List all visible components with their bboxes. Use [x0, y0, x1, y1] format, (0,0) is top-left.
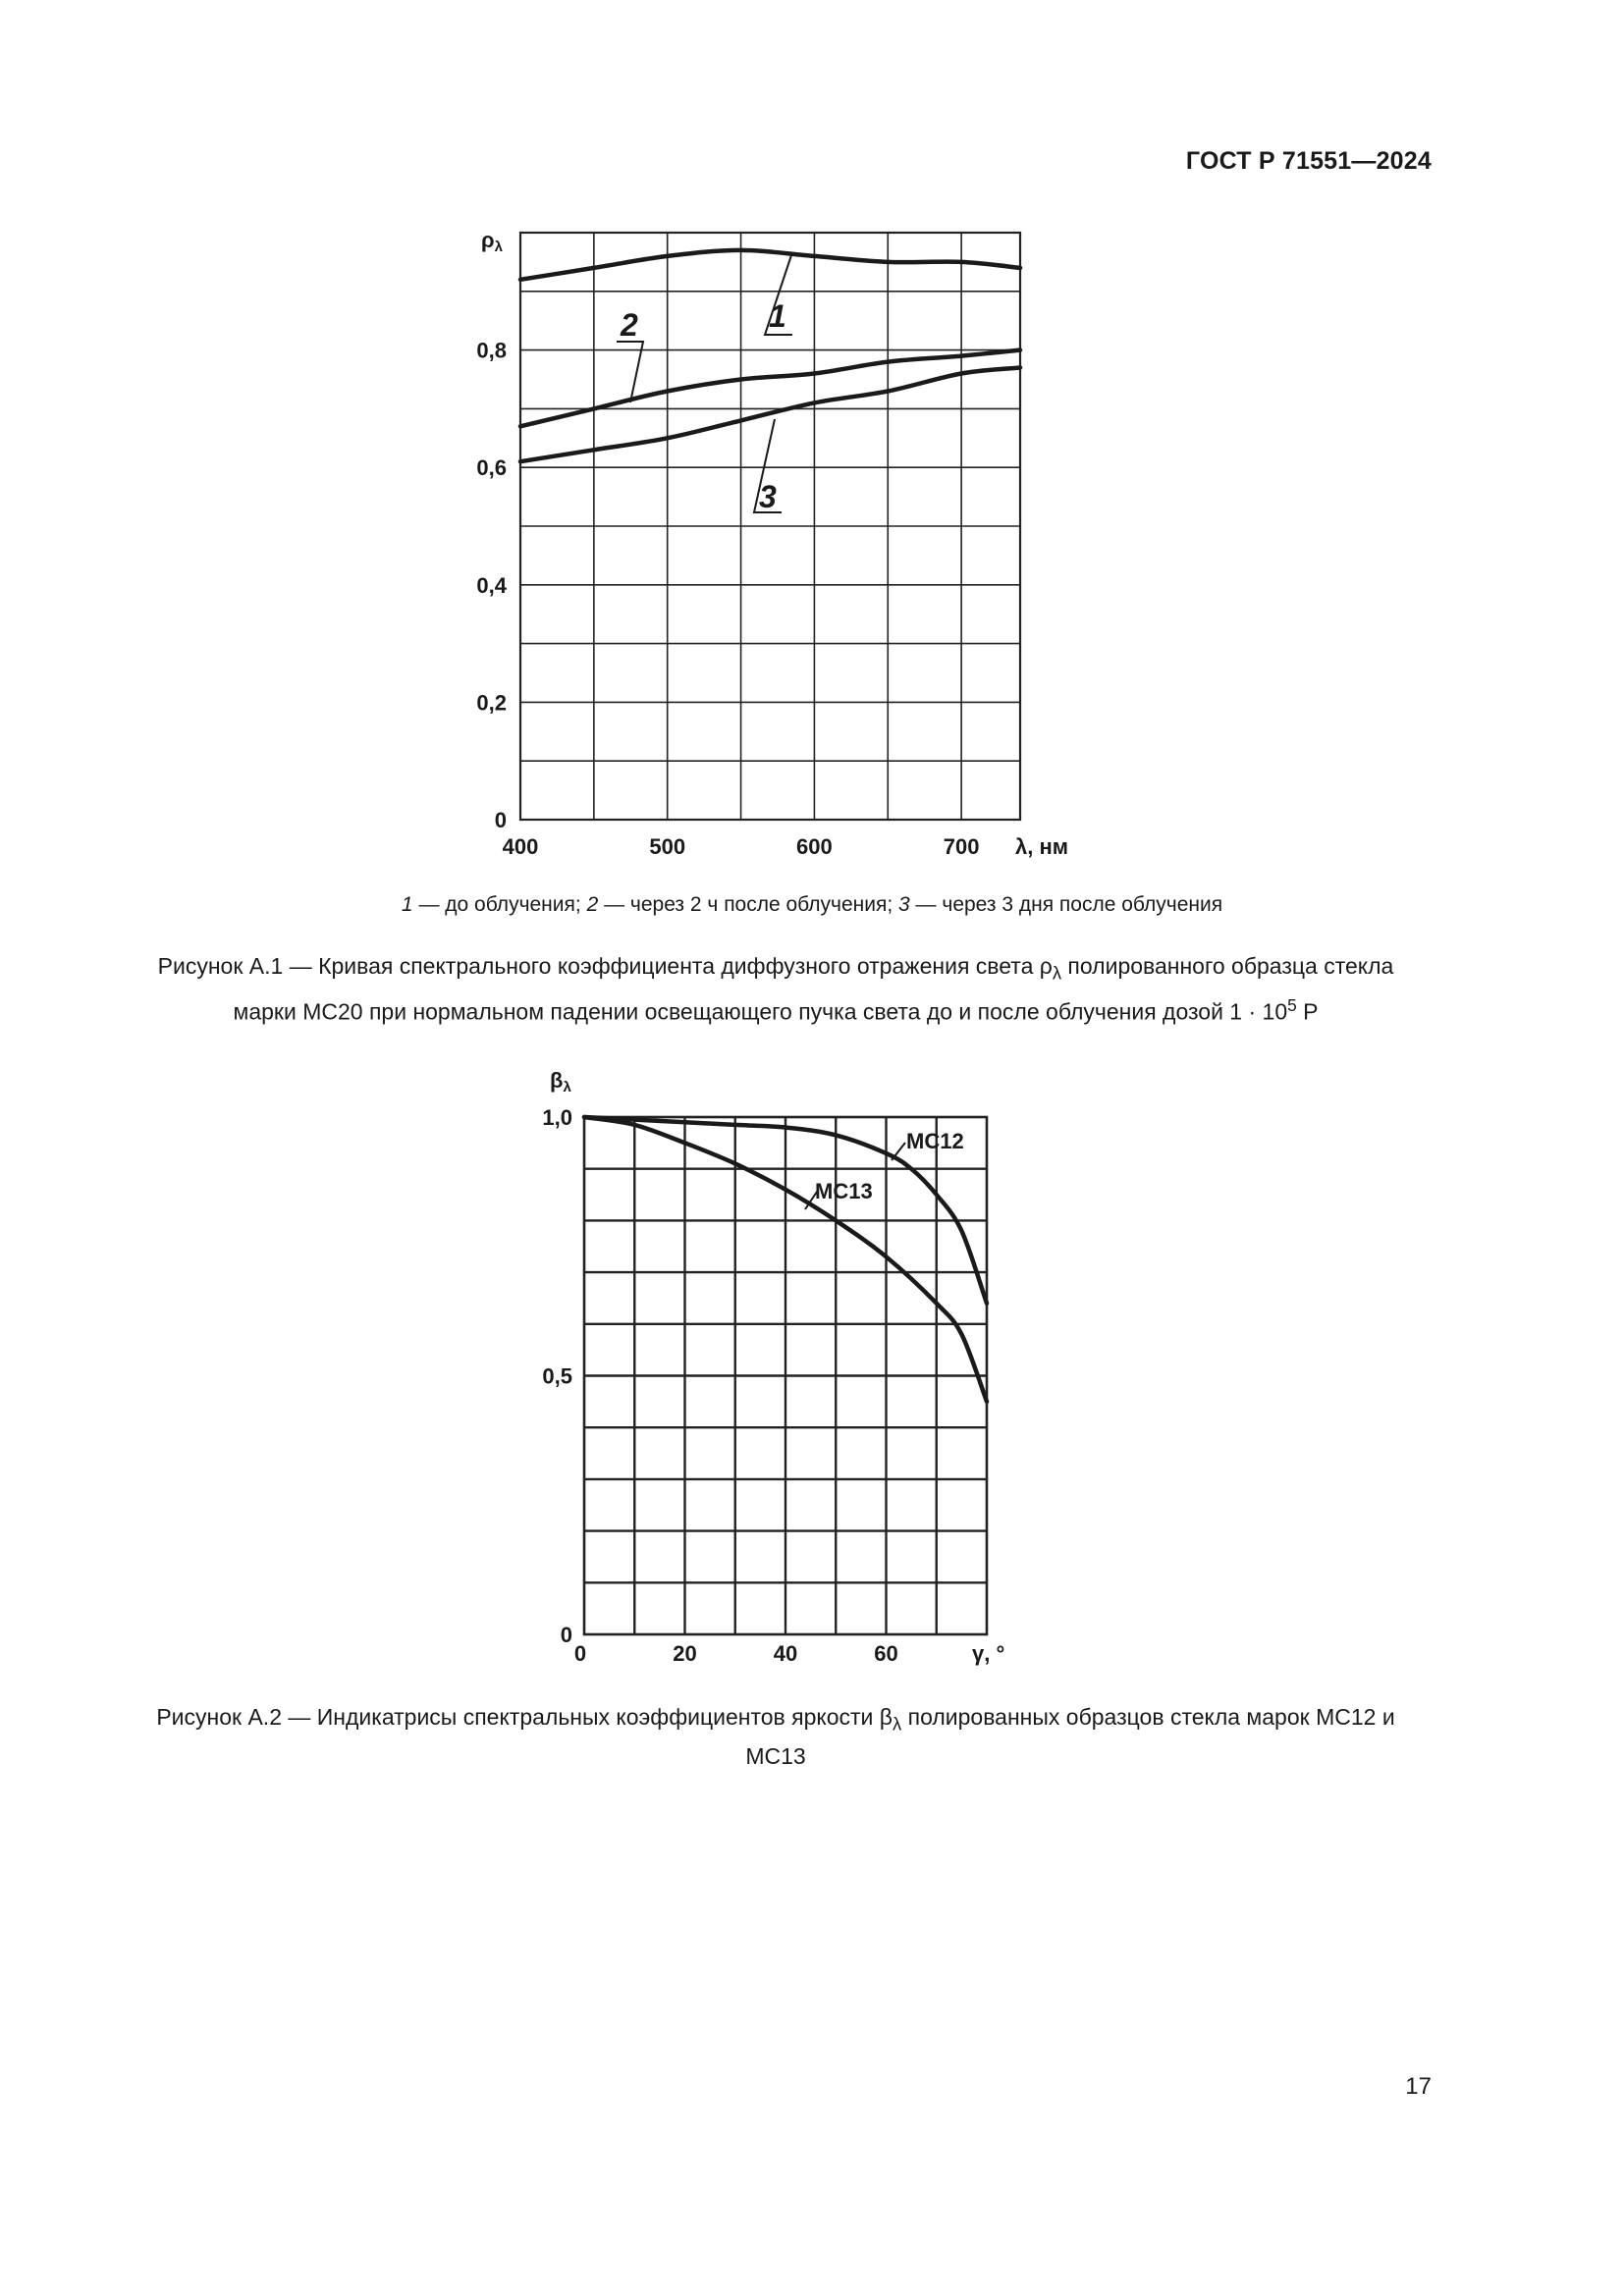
legend-num-3: 3: [898, 893, 910, 916]
y-axis-label: βλ: [550, 1068, 571, 1095]
y-tick-label: 0: [494, 808, 507, 832]
document-header: ГОСТ Р 71551—2024: [1185, 147, 1432, 175]
caption1-part3: Р: [1296, 998, 1319, 1025]
legend-text-2: — через 2 ч после облучения;: [598, 893, 899, 916]
x-tick-label: 20: [673, 1641, 697, 1666]
figure1-legend: [0, 893, 1624, 917]
figure1-caption: [128, 950, 1424, 1028]
y-tick-label: 0,5: [542, 1363, 572, 1389]
y-tick-label: 1,0: [542, 1105, 572, 1130]
caption1-sup: 5: [1287, 994, 1297, 1015]
legend-num-2: 2: [586, 893, 599, 916]
spectral-reflectance-chart: [476, 228, 1068, 859]
y-tick-label: 0: [560, 1623, 572, 1647]
curve-label-mc12: МС12: [906, 1129, 964, 1153]
x-tick-label: 700: [943, 834, 980, 859]
curve-1: [520, 250, 1020, 280]
curve-label-1: 1: [769, 298, 786, 334]
figure2-caption: [128, 1701, 1424, 1773]
y-tick-label: 0,4: [476, 572, 507, 598]
curve-3: [520, 368, 1020, 462]
caption1-part2: полированного образца стекла марки МС20 при нормальном падении освещающего пучка света до и после облучения дозой 1 · 10: [233, 953, 1394, 1025]
x-tick-label: 400: [502, 834, 539, 859]
y-axis-label: ρλ: [481, 228, 503, 255]
caption2-part1: Рисунок А.2 — Индикатрисы спектральных коэффициентов яркости β: [156, 1704, 893, 1730]
caption1-sub: λ: [1052, 962, 1062, 984]
y-tick-label: 0,2: [476, 690, 507, 716]
curve-label-3: 3: [759, 479, 777, 514]
x-axis-label: γ, °: [972, 1641, 1005, 1666]
page-number: 17: [1405, 2073, 1432, 2100]
y-tick-label: 0,6: [476, 455, 507, 481]
legend-text-3: — через 3 дня после облучения: [909, 893, 1223, 916]
x-tick-label: 600: [796, 834, 833, 859]
x-axis-label: λ, нм: [1015, 834, 1069, 859]
curve-label-mc13: МС13: [815, 1179, 873, 1203]
x-tick-label: 40: [773, 1641, 798, 1666]
x-tick-label: 500: [649, 834, 686, 859]
curve-label-2: 2: [621, 307, 638, 343]
caption1-part1: Рисунок А.1 — Кривая спектрального коэффициента диффузного отражения света ρ: [157, 953, 1053, 979]
x-tick-label: 0: [573, 1641, 587, 1666]
brightness-indicatrix-chart: [542, 1068, 1004, 1666]
caption2-sub: λ: [893, 1713, 902, 1735]
x-tick-label: 60: [874, 1641, 898, 1666]
legend-text-1: — до облучения;: [412, 893, 587, 916]
caption2-part2: полированных образцов стекла марок МС12 и МС13: [745, 1704, 1395, 1769]
legend-num-1: 1: [401, 893, 413, 916]
y-tick-label: 0,8: [476, 338, 507, 363]
